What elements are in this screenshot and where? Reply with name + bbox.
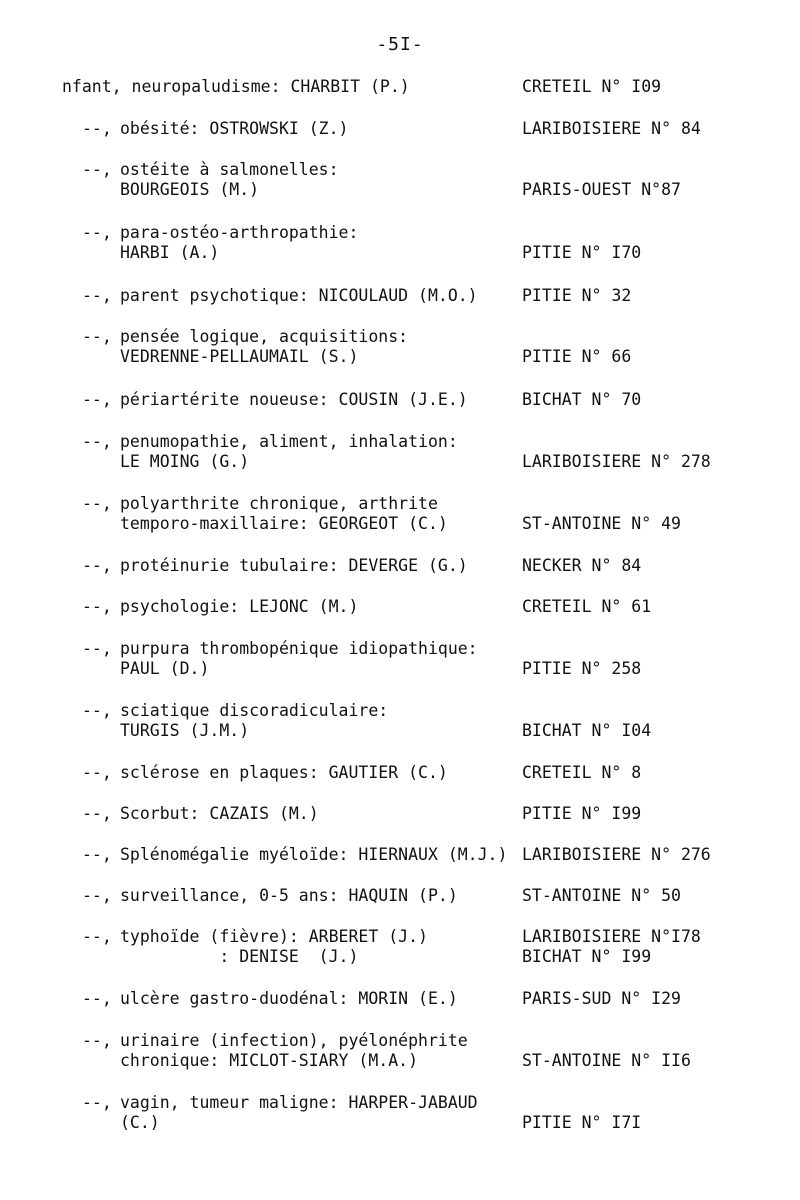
entry-text: ulcère gastro-duodénal: MORIN (E.) [120, 989, 458, 1008]
entry-dash: --, [82, 432, 112, 451]
entry-dash: --, [82, 701, 112, 720]
entry-text: sclérose en plaques: GAUTIER (C.) [120, 763, 448, 782]
entry-text: psychologie: LEJONC (M.) [120, 597, 359, 616]
entry-text: pensée logique, acquisitions: [120, 327, 409, 346]
entry-dash: --, [82, 845, 112, 864]
entry-reference: CRETEIL N° I09 [522, 77, 662, 96]
entry-reference: PARIS-SUD N° I29 [522, 989, 681, 1008]
entry-text: vagin, tumeur maligne: HARPER-JABAUD [120, 1093, 478, 1112]
entry-dash: --, [82, 927, 112, 946]
entry-text-continued: BOURGEOIS (M.) [120, 180, 260, 199]
entry-text-continued: LE MOING (G.) [120, 452, 250, 471]
entry-text: obésité: OSTROWSKI (Z.) [120, 119, 349, 138]
entry-dash: --, [82, 390, 112, 409]
entry-text: typhoïde (fièvre): ARBERET (J.) [120, 927, 428, 946]
entry-reference: NECKER N° 84 [522, 556, 642, 575]
entry-text: sciatique discoradiculaire: [120, 701, 389, 720]
entry-dash: --, [82, 763, 112, 782]
entry-reference: ST-ANTOINE N° 49 [522, 514, 681, 533]
entry-text: penumopathie, aliment, inhalation: [120, 432, 458, 451]
entry-reference: ST-ANTOINE N° 50 [522, 886, 681, 905]
entry-text: protéinurie tubulaire: DEVERGE (G.) [120, 556, 468, 575]
entry-text-continued: TURGIS (J.M.) [120, 721, 250, 740]
entry-reference: PITIE N° 32 [522, 286, 632, 305]
page-number: -5I- [376, 34, 424, 55]
entry-reference: PITIE N° 258 [522, 659, 642, 678]
entry-text: parent psychotique: NICOULAUD (M.O.) [120, 286, 478, 305]
entry-dash: --, [82, 494, 112, 513]
entry-dash: --, [82, 886, 112, 905]
entry-reference: CRETEIL N° 8 [522, 763, 642, 782]
entry-text-continued: HARBI (A.) [120, 243, 220, 262]
entry-dash: --, [82, 597, 112, 616]
entry-text-continued: temporo-maxillaire: GEORGEOT (C.) [120, 514, 448, 533]
entry-dash: --, [82, 804, 112, 823]
entry-dash: --, [82, 223, 112, 242]
entry-dash: --, [82, 639, 112, 658]
entry-text-continued: VEDRENNE-PELLAUMAIL (S.) [120, 347, 359, 366]
entry-dash: --, [82, 1031, 112, 1050]
entry-reference: BICHAT N° 70 [522, 390, 642, 409]
entry-reference: PITIE N° I99 [522, 804, 642, 823]
entry-dash: --, [82, 119, 112, 138]
entry-text: surveillance, 0-5 ans: HAQUIN (P.) [120, 886, 458, 905]
entry-dash: --, [82, 989, 112, 1008]
entry-reference: ST-ANTOINE N° II6 [522, 1051, 691, 1070]
entry-reference: LARIBOISIERE N° 276 [522, 845, 711, 864]
entry-text: périartérite noueuse: COUSIN (J.E.) [120, 390, 468, 409]
entry-text: nfant, neuropaludisme: CHARBIT (P.) [62, 77, 410, 96]
entry-text-continued: (C.) [120, 1113, 160, 1132]
entry-reference: PARIS-OUEST N°87 [522, 180, 681, 199]
entry-text: ostéite à salmonelles: [120, 160, 339, 179]
entry-reference: LARIBOISIERE N° 278 [522, 452, 711, 471]
entry-reference: PITIE N° I70 [522, 243, 642, 262]
entry-text: Splénomégalie myéloïde: HIERNAUX (M.J.) [120, 845, 508, 864]
entry-text: polyarthrite chronique, arthrite [120, 494, 438, 513]
entry-text: para-ostéo-arthropathie: [120, 223, 359, 242]
entry-text-continued: PAUL (D.) [120, 659, 210, 678]
entry-dash: --, [82, 1093, 112, 1112]
entry-text: Scorbut: CAZAIS (M.) [120, 804, 319, 823]
entry-reference: PITIE N° 66 [522, 347, 632, 366]
entry-text: urinaire (infection), pyélonéphrite [120, 1031, 468, 1050]
entry-reference: BICHAT N° I04 [522, 721, 652, 740]
entry-text-continued: chronique: MICLOT-SIARY (M.A.) [120, 1051, 419, 1070]
entry-text-continued: : DENISE (J.) [120, 947, 359, 966]
entry-dash: --, [82, 286, 112, 305]
entry-reference: CRETEIL N° 61 [522, 597, 652, 616]
entry-dash: --, [82, 327, 112, 346]
entry-dash: --, [82, 160, 112, 179]
entry-reference: PITIE N° I7I [522, 1113, 642, 1132]
entry-text: purpura thrombopénique idiopathique: [120, 639, 478, 658]
entry-dash: --, [82, 556, 112, 575]
entry-reference-secondary: BICHAT N° I99 [522, 947, 652, 966]
entry-reference: LARIBOISIERE N°I78 [522, 927, 701, 946]
entry-reference: LARIBOISIERE N° 84 [522, 119, 701, 138]
